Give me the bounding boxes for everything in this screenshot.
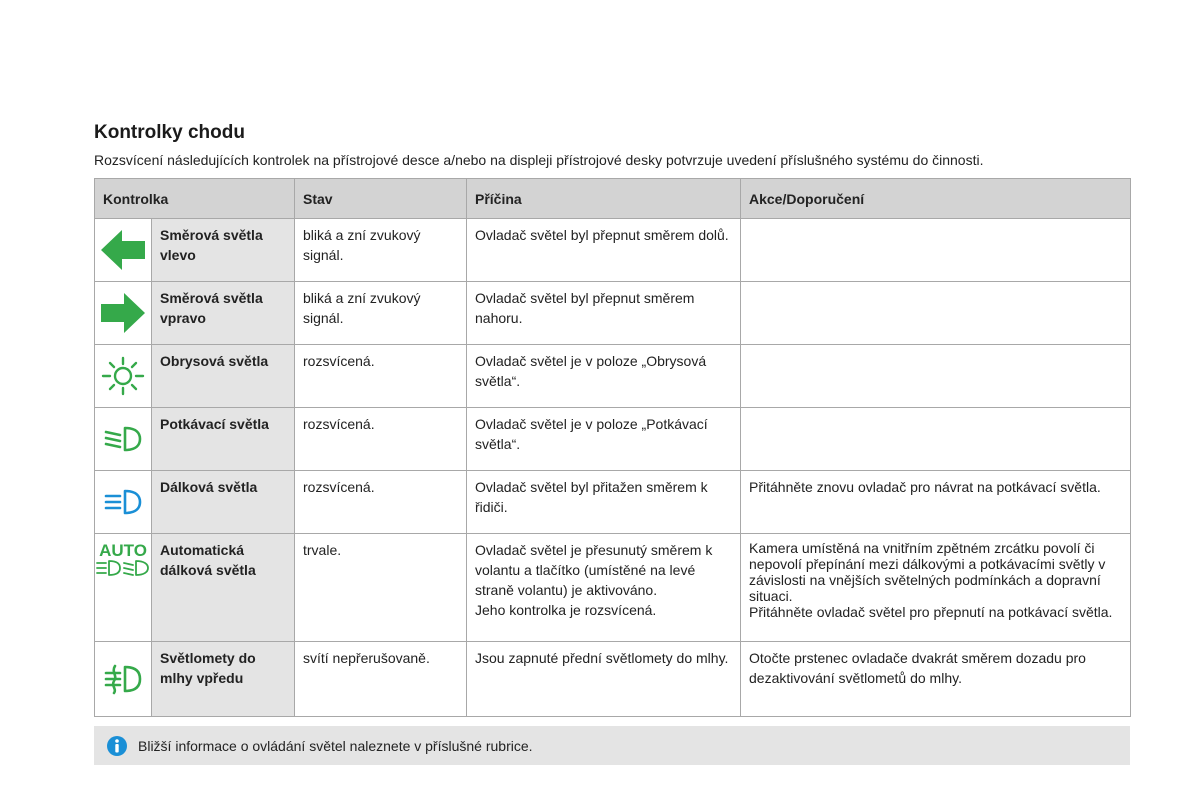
icon-cell [95, 408, 152, 471]
state-cell: rozsvícená. [295, 471, 467, 534]
state-cell: rozsvícená. [295, 345, 467, 408]
table-row [95, 534, 1131, 642]
action-text: Kamera umístěná na vnitřním zpětném zrcátku povolí či nepovolí přepínání mezi dálkovými a potkávacími světly v závislosti na vnějších světelných podmínkách a dopravní situaci. [749, 540, 1106, 604]
action-cell [741, 219, 1131, 282]
indicator-name: Světlomety do mlhy vpředu [152, 642, 295, 717]
front-fog-icon [103, 663, 143, 695]
header-akce: Akce/Doporučení [741, 179, 1131, 219]
auto-label: AUTO [99, 541, 147, 560]
header-pricina: Příčina [467, 179, 741, 219]
intro-text: Rozsvícení následujících kontrolek na přístrojové desce a/nebo na displeji přístrojové desky potvrzuje uvedení příslušného systému do činnosti. [94, 152, 984, 168]
cause-extra-text: Jeho kontrolka je rozsvícená. [475, 602, 657, 618]
action-cell [741, 534, 1131, 642]
icon-cell [95, 642, 152, 717]
action-extra-text: Přitáhněte ovladač světel pro přepnutí na potkávací světla. [749, 604, 1113, 620]
state-cell: bliká a zní zvukový signál. [295, 282, 467, 345]
action-cell: Otočte prstenec ovladače dvakrát směrem dozadu pro dezaktivování světlometů do mlhy. [741, 642, 1131, 717]
main-beam-icon [103, 488, 143, 516]
action-cell [741, 345, 1131, 408]
action-cell: Přitáhněte znovu ovladač pro návrat na potkávací světla. [741, 471, 1131, 534]
table-row [95, 471, 1131, 534]
icon-cell [95, 471, 152, 534]
arrow-left-icon [100, 229, 146, 271]
action-cell [741, 282, 1131, 345]
icon-cell [95, 219, 152, 282]
cause-cell: Ovladač světel byl přepnut směrem nahoru. [467, 282, 741, 345]
header-kontrolka: Kontrolka [95, 179, 295, 219]
indicator-name: Automatická dálková světla [152, 534, 295, 642]
cause-cell: Ovladač světel je v poloze „Obrysová světla“. [467, 345, 741, 408]
state-cell: rozsvícená. [295, 408, 467, 471]
cause-cell: Ovladač světel byl přepnut směrem dolů. [467, 219, 741, 282]
cause-text: Ovladač světel je přesunutý směrem k volantu a tlačítko (umístěné na levé straně volantu) je aktivováno. [475, 542, 713, 598]
warning-lights-table [94, 178, 1131, 717]
state-cell: svítí nepřerušovaně. [295, 642, 467, 717]
icon-cell [95, 534, 152, 642]
sidelights-icon [100, 356, 146, 396]
table-row [95, 282, 1131, 345]
beam-pair-icon [96, 559, 150, 577]
indicator-name: Dálková světla [152, 471, 295, 534]
table-row [95, 642, 1131, 717]
cause-cell: Jsou zapnuté přední světlomety do mlhy. [467, 642, 741, 717]
cause-cell: Ovladač světel byl přitažen směrem k řidiči. [467, 471, 741, 534]
table-row [95, 219, 1131, 282]
info-bar [94, 726, 1130, 765]
icon-cell [95, 345, 152, 408]
arrow-right-icon [100, 292, 146, 334]
auto-main-beam-icon [95, 542, 151, 577]
indicator-name: Obrysová světla [152, 345, 295, 408]
indicator-name: Potkávací světla [152, 408, 295, 471]
info-text: Bližší informace o ovládání světel naleznete v příslušné rubrice. [138, 737, 533, 754]
state-cell: bliká a zní zvukový signál. [295, 219, 467, 282]
table-header-row [95, 179, 1131, 219]
indicator-name: Směrová světla vpravo [152, 282, 295, 345]
table-row [95, 345, 1131, 408]
cause-cell [467, 534, 741, 642]
indicator-name: Směrová světla vlevo [152, 219, 295, 282]
table-row [95, 408, 1131, 471]
dipped-beam-icon [103, 425, 143, 453]
state-cell: trvale. [295, 534, 467, 642]
page-title: Kontrolky chodu [94, 122, 245, 143]
icon-cell [95, 282, 152, 345]
cause-cell: Ovladač světel je v poloze „Potkávací světla“. [467, 408, 741, 471]
action-cell [741, 408, 1131, 471]
info-icon [106, 735, 128, 757]
header-stav: Stav [295, 179, 467, 219]
